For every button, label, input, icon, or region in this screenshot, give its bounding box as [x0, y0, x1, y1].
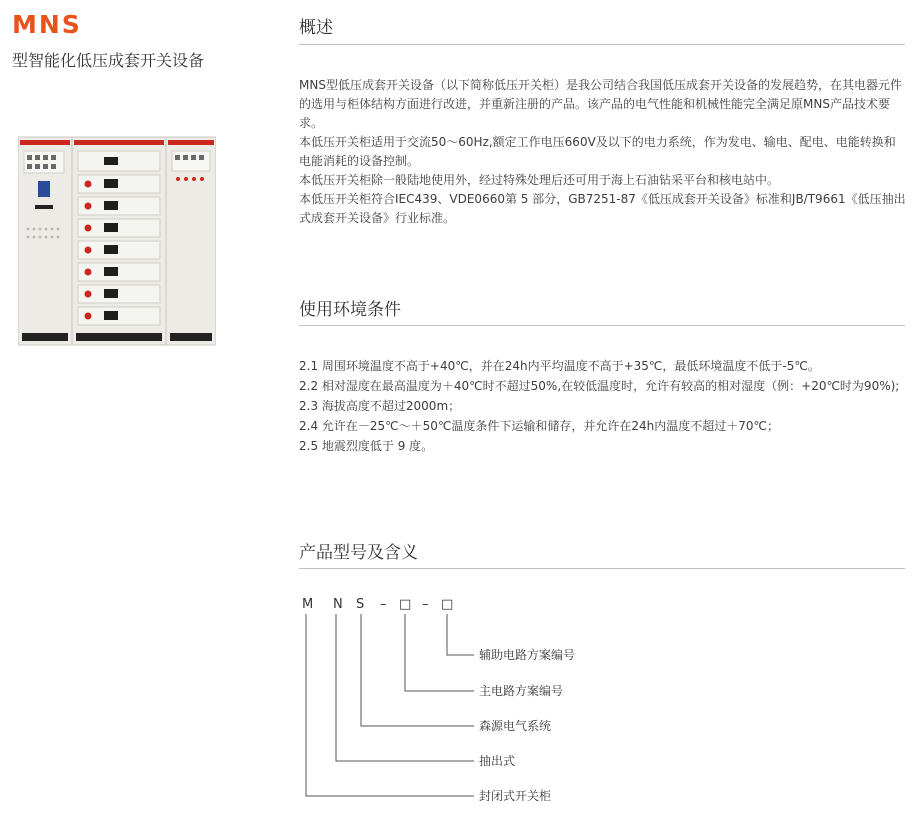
model-letter-m: M — [302, 597, 314, 612]
environment-divider — [299, 325, 905, 326]
environment-title: 使用环境条件 — [299, 300, 401, 320]
model-letter-s: S — [356, 597, 365, 612]
model-box-2: □ — [441, 597, 454, 612]
overview-paragraph: MNS型低压成套开关设备（以下简称低压开关柜）是我公司结合我国低压成套开关设备的发展趋势，在其电器元件的选用与柜体结构方面进行改进，并重新注册的产品。该产品的电气性能和机械性能完全满足原MNS产品技术要求。 — [299, 78, 902, 130]
model-letter-n: N — [333, 597, 343, 612]
environment-item: 2.3 海拔高度不超过2000m； — [299, 399, 461, 413]
environment-item: 2.4 允许在－25℃～＋50℃温度条件下运输和储存，并允许在24h内温度不超过＋70℃； — [299, 419, 780, 433]
model-divider — [299, 568, 905, 569]
environment-item: 2.2 相对湿度在最高温度为＋40℃时不超过50%,在较低温度时，允许有较高的相对湿度（例：+20℃时为90%); — [299, 379, 900, 393]
model-diagram — [298, 592, 618, 807]
environment-list — [299, 356, 907, 456]
model-title: 产品型号及含义 — [299, 543, 418, 563]
model-box-1: □ — [399, 597, 412, 612]
model-label-system: 森源电气系统 — [479, 719, 552, 733]
model-label-main-circuit: 主电路方案编号 — [479, 684, 564, 698]
cabinet-image — [18, 133, 216, 349]
model-dash-2: – — [422, 597, 429, 612]
overview-paragraph: 本低压开关柜适用于交流50～60Hz,额定工作电压660V及以下的电力系统，作为发电、输电、配电、电能转换和电能消耗的设备控制。 — [299, 135, 896, 168]
overview-title: 概述 — [299, 18, 333, 38]
overview-body — [299, 76, 907, 228]
product-code: MNS — [12, 10, 82, 39]
environment-item: 2.5 地震烈度低于 9 度。 — [299, 439, 434, 453]
model-label-drawout: 抽出式 — [479, 754, 516, 768]
model-dash-1: – — [380, 597, 387, 612]
overview-paragraph: 本低压开关柜除一般陆地使用外，经过特殊处理后还可用于海上石油钻采平台和核电站中。 — [299, 173, 780, 187]
model-label-enclosed: 封闭式开关柜 — [479, 789, 552, 803]
model-label-aux-circuit: 辅助电路方案编号 — [479, 648, 576, 662]
environment-item: 2.1 周围环境温度不高于+40℃，并在24h内平均温度不高于+35℃，最低环境温度不低于-5℃。 — [299, 359, 820, 373]
overview-paragraph: 本低压开关柜符合IEC439、VDE0660第 5 部分，GB7251-87《低压成套开关设备》标准和JB/T9661《低压抽出式成套开关设备》行业标准。 — [299, 192, 906, 225]
overview-divider — [299, 44, 905, 45]
product-name: 型智能化低压成套开关设备 — [12, 51, 205, 70]
